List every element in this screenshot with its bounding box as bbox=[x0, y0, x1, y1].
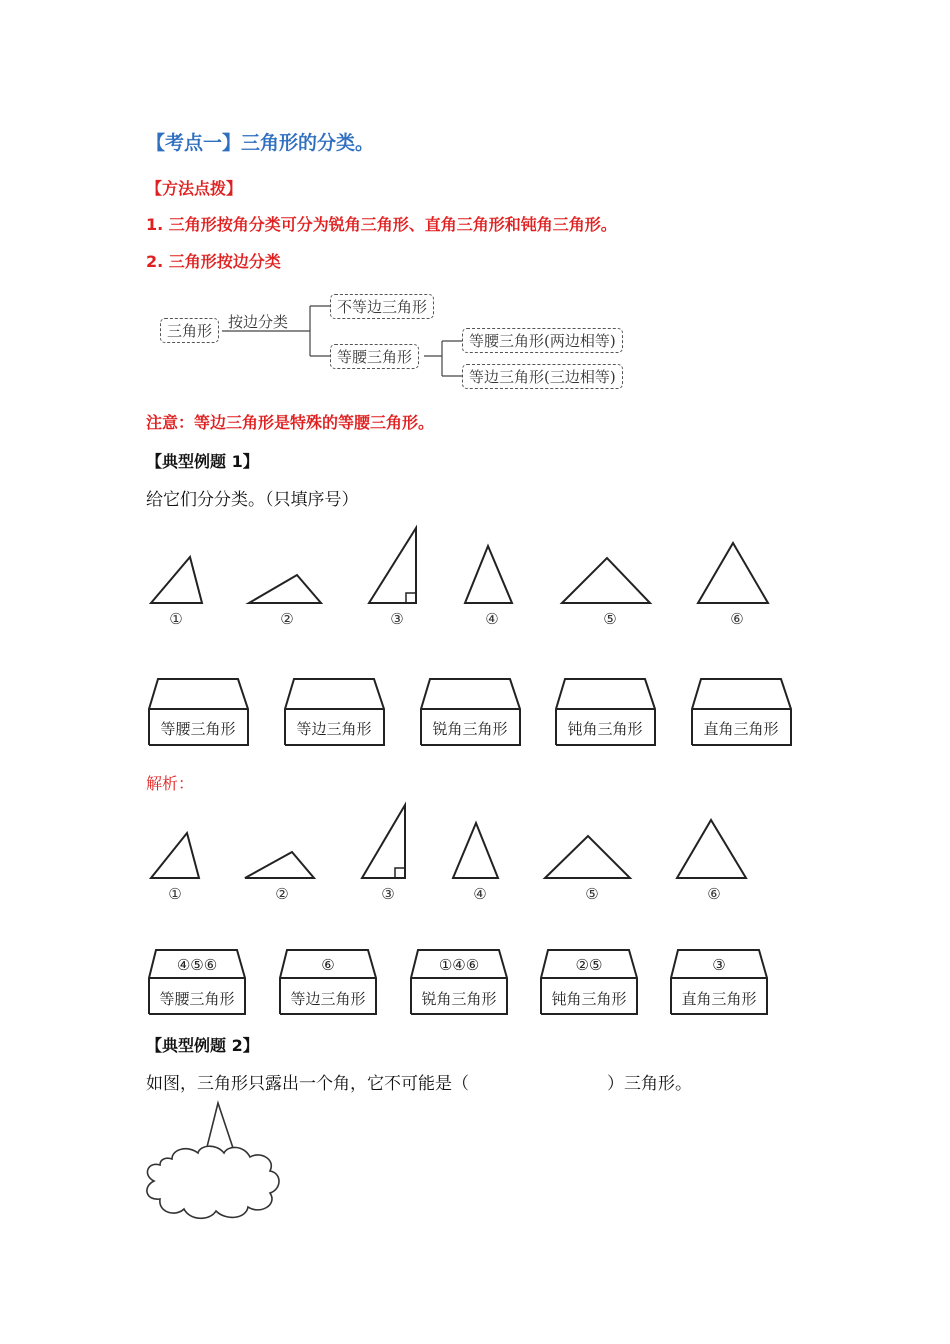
triangle-5 bbox=[562, 558, 650, 603]
triangle-6 bbox=[698, 543, 768, 603]
triangle-number: ④ bbox=[473, 885, 487, 903]
triangle-number: ⑤ bbox=[585, 885, 599, 903]
triangle-3 bbox=[369, 528, 416, 603]
category-label: 锐角三角形 bbox=[421, 990, 497, 1008]
answer-numbers: ①④⑥ bbox=[438, 956, 480, 974]
triangle-2 bbox=[245, 852, 314, 878]
category-label: 等边三角形 bbox=[290, 990, 366, 1008]
section-title: 【考点一】三角形的分类。 bbox=[146, 132, 375, 154]
category-label: 直角三角形 bbox=[703, 720, 779, 738]
right-angle-mark bbox=[406, 593, 416, 603]
triangle-number: ⑤ bbox=[603, 610, 617, 628]
answer-numbers: ②⑤ bbox=[575, 956, 603, 974]
category-label: 钝角三角形 bbox=[551, 990, 627, 1008]
triangle-6 bbox=[677, 820, 746, 878]
triangle-number: ③ bbox=[390, 610, 404, 628]
triangle-number: ④ bbox=[485, 610, 499, 628]
cloud-figure bbox=[140, 1095, 290, 1230]
cloud-icon bbox=[147, 1146, 279, 1218]
question-before: 如图，三角形只露出一个角，它不可能是（ bbox=[146, 1074, 469, 1094]
method-heading: 【方法点拨】 bbox=[146, 179, 243, 198]
question-after: ）三角形。 bbox=[607, 1074, 692, 1094]
tree-scalene: 不等边三角形 bbox=[330, 294, 434, 319]
triangle-number: ① bbox=[169, 610, 183, 628]
triangle-5 bbox=[545, 836, 630, 878]
triangle-4 bbox=[453, 823, 498, 878]
triangle-4 bbox=[465, 546, 512, 603]
category-label: 钝角三角形 bbox=[567, 720, 643, 738]
answer-numbers: ④⑤⑥ bbox=[176, 956, 218, 974]
triangle-number: ① bbox=[168, 885, 182, 903]
method-point-1: 1. 三角形按角分类可分为锐角三角形、直角三角形和钝角三角形。 bbox=[146, 215, 617, 234]
triangle-1 bbox=[151, 833, 199, 878]
triangle-number: ② bbox=[280, 610, 294, 628]
note: 注意：等边三角形是特殊的等腰三角形。 bbox=[146, 413, 435, 432]
triangle-1 bbox=[151, 557, 202, 603]
triangle-number: ③ bbox=[381, 885, 395, 903]
answer-numbers: ③ bbox=[712, 956, 726, 974]
category-label: 等边三角形 bbox=[296, 720, 372, 738]
triangle-3 bbox=[362, 805, 405, 878]
triangle-number: ⑥ bbox=[730, 610, 744, 628]
example2-question bbox=[146, 1069, 692, 1094]
category-label: 锐角三角形 bbox=[432, 720, 508, 738]
method-point-2: 2. 三角形按边分类 bbox=[146, 252, 281, 271]
tree-root: 三角形 bbox=[160, 318, 219, 343]
category-label: 等腰三角形 bbox=[159, 990, 235, 1008]
example2-heading: 【典型例题 2】 bbox=[146, 1036, 259, 1055]
tree-edge-label: 按边分类 bbox=[228, 313, 289, 331]
example1-heading: 【典型例题 1】 bbox=[146, 452, 259, 471]
triangle-number: ② bbox=[275, 885, 289, 903]
answer-numbers: ⑥ bbox=[321, 956, 335, 974]
tree-isosceles: 等腰三角形 bbox=[330, 344, 419, 369]
right-angle-mark bbox=[395, 868, 405, 878]
analysis-figures bbox=[0, 780, 950, 1020]
triangle-peak bbox=[206, 1103, 234, 1151]
triangle-number: ⑥ bbox=[707, 885, 721, 903]
triangle-2 bbox=[249, 575, 321, 603]
category-label: 等腰三角形 bbox=[160, 720, 236, 738]
example1-question: 给它们分分类。（只填序号） bbox=[146, 490, 359, 510]
tree-equilateral-sub: 等边三角形(三边相等) bbox=[462, 364, 623, 389]
tree-isosceles-sub: 等腰三角形(两边相等) bbox=[462, 328, 623, 353]
category-label: 直角三角形 bbox=[681, 990, 757, 1008]
analysis-label: 解析： bbox=[146, 774, 195, 793]
